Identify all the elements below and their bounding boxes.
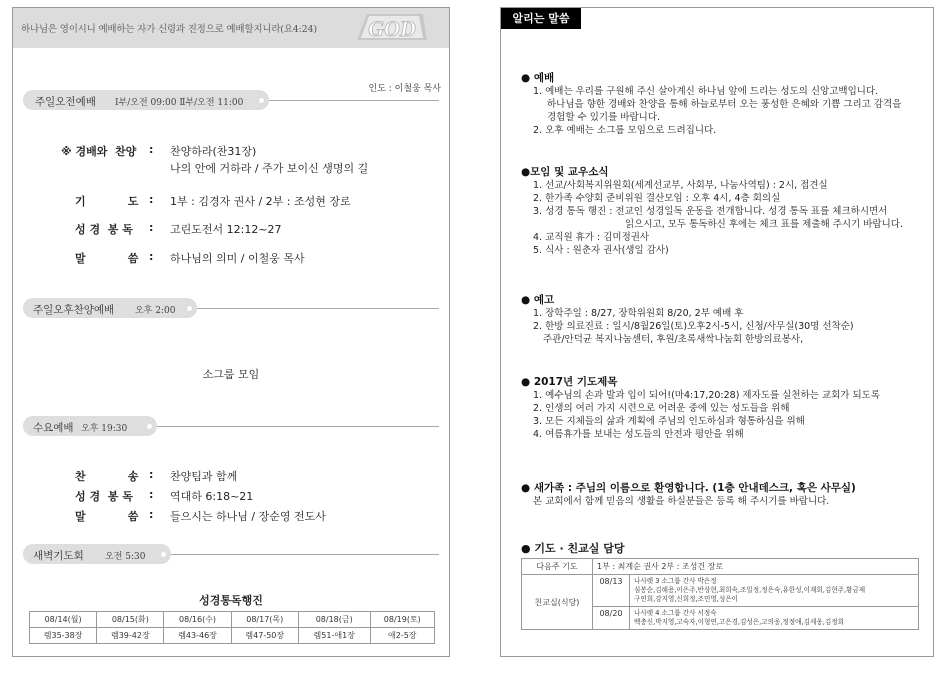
reading-cell: 애2-5장: [370, 628, 434, 644]
date-cell: 08/16(수): [164, 612, 231, 628]
next-prayer-value: 1부 : 최계순 권사 2부 : 조성건 장로: [593, 559, 919, 575]
fellowship-leader: 나사렛 3 소그룹 간사 박은정: [634, 577, 717, 585]
god-logo-text: GOD: [368, 16, 416, 41]
reading-cell: 렘35-38장: [30, 628, 97, 644]
leader-text: 인도 : 이철웅 목사: [368, 84, 441, 94]
colon: :: [149, 221, 154, 234]
section-dot: [147, 424, 152, 429]
notice-heading: ● 예고: [521, 294, 555, 306]
bible-reading-table: [29, 611, 435, 644]
prayer-topic-line: 4. 여름휴가를 보내는 성도들의 안전과 평안을 위해: [533, 429, 744, 440]
row-praise-value1: 찬양하라(찬31장): [170, 145, 257, 158]
date-cell: 08/15(화): [97, 612, 164, 628]
worship-line: 1. 예배는 우리를 구원해 주신 살아계신 하나님 앞에 드리는 성도의 신앙고백입니다.: [533, 86, 879, 97]
row-hymn-value: 찬양팀과 함께: [170, 470, 238, 483]
meetings-line: 5. 식사 : 원춘자 권사(생일 감사): [533, 245, 669, 256]
dawn-title: 새벽기도회: [33, 550, 84, 562]
prayer-topics-heading: ● 2017년 기도제목: [521, 376, 618, 388]
sunday-order-panel: [12, 7, 450, 657]
fellowship-names: 심봉순,김해용,이은주,반상현,최희숙,조일정,정은숙,유한성,이재희,김현주,황금제: [634, 586, 866, 594]
colon: :: [149, 508, 154, 521]
worship-heading: ● 예배: [521, 72, 555, 84]
reading-cell: 렘51-애1장: [298, 628, 370, 644]
prayer-duty-title: ● 기도 · 친교실 담당: [521, 542, 625, 555]
row-praise-value2: 나의 안에 거하라 / 주가 보이신 생명의 길: [170, 162, 369, 175]
section-divider: [269, 100, 439, 101]
meetings-block: [521, 166, 925, 257]
fellowship-entry: [630, 575, 919, 607]
fellowship-entry: [630, 607, 919, 630]
table-row: [30, 612, 435, 628]
section-divider: [171, 554, 439, 555]
prayer-topic-line: 1. 예수님의 손과 발과 입이 되어!(마4:17,20:28) 제자도를 실천하는 교회가 되도록: [533, 390, 880, 401]
morning-time: Ⅰ부/오전 09:00 Ⅱ부/오전 11:00: [115, 98, 244, 108]
colon: :: [149, 468, 154, 481]
notice-line: 2. 한방 의료진료 : 일시/8월26일(토)오후2시-5시, 신청/사무실(30명 선착순): [533, 321, 854, 332]
row-sermon-value: 하나님의 의미 / 이철웅 목사: [170, 252, 305, 265]
next-prayer-label: 다음주 기도: [522, 559, 593, 575]
row-wed-sermon-label: 말 씀: [75, 510, 139, 523]
afternoon-time: 오후 2:00: [135, 306, 176, 316]
meetings-line: 2. 한가족 수양회 준비위원 결산모임 : 오후 4시, 4층 회의실: [533, 193, 781, 204]
row-hymn-label: 찬 송: [75, 470, 139, 483]
date-cell: 08/18(금): [298, 612, 370, 628]
section-dot: [259, 98, 264, 103]
section-dot: [187, 306, 192, 311]
fellowship-label: 친교실(식당): [522, 575, 593, 630]
fellowship-date: 08/13: [593, 575, 630, 607]
row-sermon-label: 말 씀: [75, 252, 139, 265]
prayer-topics-block: [521, 376, 925, 441]
notice-line: 1. 장학주일 : 8/27, 장학위원회 8/20, 2부 예배 후: [533, 308, 744, 319]
bible-reading-title: 성경통독행진: [199, 594, 263, 607]
prayer-duty-table: [521, 558, 919, 630]
table-row: [30, 628, 435, 644]
meetings-heading: ●모임 및 교우소식: [521, 166, 609, 178]
section-divider: [157, 426, 439, 427]
worship-line: 하나님을 향한 경배와 찬양을 통해 하늘로부터 오는 풍성한 은혜와 기쁨 그리고 감격을: [547, 99, 902, 110]
morning-title: 주일오전예배: [35, 96, 96, 108]
fellowship-date: 08/20: [593, 607, 630, 630]
worship-line: 2. 오후 예배는 소그룹 모임으로 드려집니다.: [533, 125, 717, 136]
colon: :: [149, 488, 154, 501]
notice-line: 주관/안덕균 복지나눔센터, 후원/초록새싹나눔회 한방의료봉사,: [543, 334, 804, 345]
fellowship-names: 백충신,박지영,고숙자,이형연,고은경,김성은,고의웅,정정애,김세웅,김정희: [634, 618, 844, 626]
reading-cell: 렘43-46장: [164, 628, 231, 644]
date-cell: 08/17(목): [231, 612, 298, 628]
reading-cell: 렘47-50장: [231, 628, 298, 644]
dawn-time: 오전 5:30: [105, 552, 146, 562]
row-wed-reading-value: 역대하 6:18~21: [170, 490, 254, 503]
meetings-line: 읽으시고, 모두 통독하신 후에는 체크 표를 제출해 주시기 바랍니다.: [625, 219, 903, 230]
row-wed-reading-label: 성 경 봉 독: [75, 490, 133, 503]
afternoon-title: 주일오후찬양예배: [33, 304, 115, 316]
notice-block: [521, 294, 925, 346]
wednesday-time: 오후 19:30: [81, 424, 128, 434]
newcomers-block: [521, 482, 925, 508]
section-divider: [197, 308, 439, 309]
colon: :: [149, 143, 154, 156]
reading-cell: 렘39-42장: [97, 628, 164, 644]
meetings-line: 3. 성경 통독 행진 : 전교인 성경일독 운동을 전개합니다. 성경 통독 표를 체크하시면서: [533, 206, 888, 217]
prayer-topic-line: 2. 인생의 여러 가지 시련으로 어려운 중에 있는 성도들을 위해: [533, 403, 790, 414]
meetings-line: 4. 교직원 휴가 : 김미정권사: [533, 232, 650, 243]
row-reading-label: 성 경 봉 독: [75, 223, 133, 236]
prayer-topic-line: 3. 모든 지체들의 삶과 계획에 주님의 인도하심과 형통하심을 위해: [533, 416, 805, 427]
fellowship-names: 구연희,강지영,신희정,조민영,성은이: [634, 595, 738, 603]
row-prayer-value: 1부 : 김경자 권사 / 2부 : 조성현 장로: [170, 195, 351, 208]
fellowship-leader: 나사렛 4 소그룹 간사 서정숙: [634, 609, 717, 617]
section-dot: [161, 552, 166, 557]
god-logo: [353, 10, 431, 44]
table-row: [522, 575, 919, 607]
colon: :: [149, 250, 154, 263]
row-prayer-label: 기 도: [75, 195, 139, 208]
date-cell: 08/19(토): [370, 612, 434, 628]
worship-line: 경험할 수 있기를 바랍니다.: [547, 112, 661, 123]
wednesday-title: 수요예배: [33, 422, 74, 434]
announcements-panel: [500, 7, 934, 657]
table-row: [522, 559, 919, 575]
row-reading-value: 고린도전서 12:12~27: [170, 223, 282, 236]
announcements-tag: 알리는 말씀: [501, 8, 581, 29]
newcomers-heading: ● 새가족 : 주님의 이름으로 환영합니다. (1층 안내데스크, 혹은 사무실): [521, 482, 856, 494]
header-quote: 하나님은 영이시니 예배하는 자가 신령과 진정으로 예배할지니라(요4:24): [21, 24, 317, 35]
meetings-line: 1. 선교/사회복지위원회(세계선교부, 사회부, 나눔사역팀) : 2시, 접견실: [533, 180, 828, 191]
newcomers-line: 본 교회에서 함께 믿음의 생활을 하실분들은 등록 해 주시기를 바랍니다.: [533, 496, 830, 507]
afternoon-note: 소그룹 모임: [202, 368, 260, 381]
worship-block: [521, 72, 925, 137]
row-wed-sermon-value: 들으시는 하나님 / 장순영 전도사: [170, 510, 326, 523]
date-cell: 08/14(월): [30, 612, 97, 628]
colon: :: [149, 193, 154, 206]
row-praise-label: ※ 경배와 찬양: [61, 145, 137, 158]
